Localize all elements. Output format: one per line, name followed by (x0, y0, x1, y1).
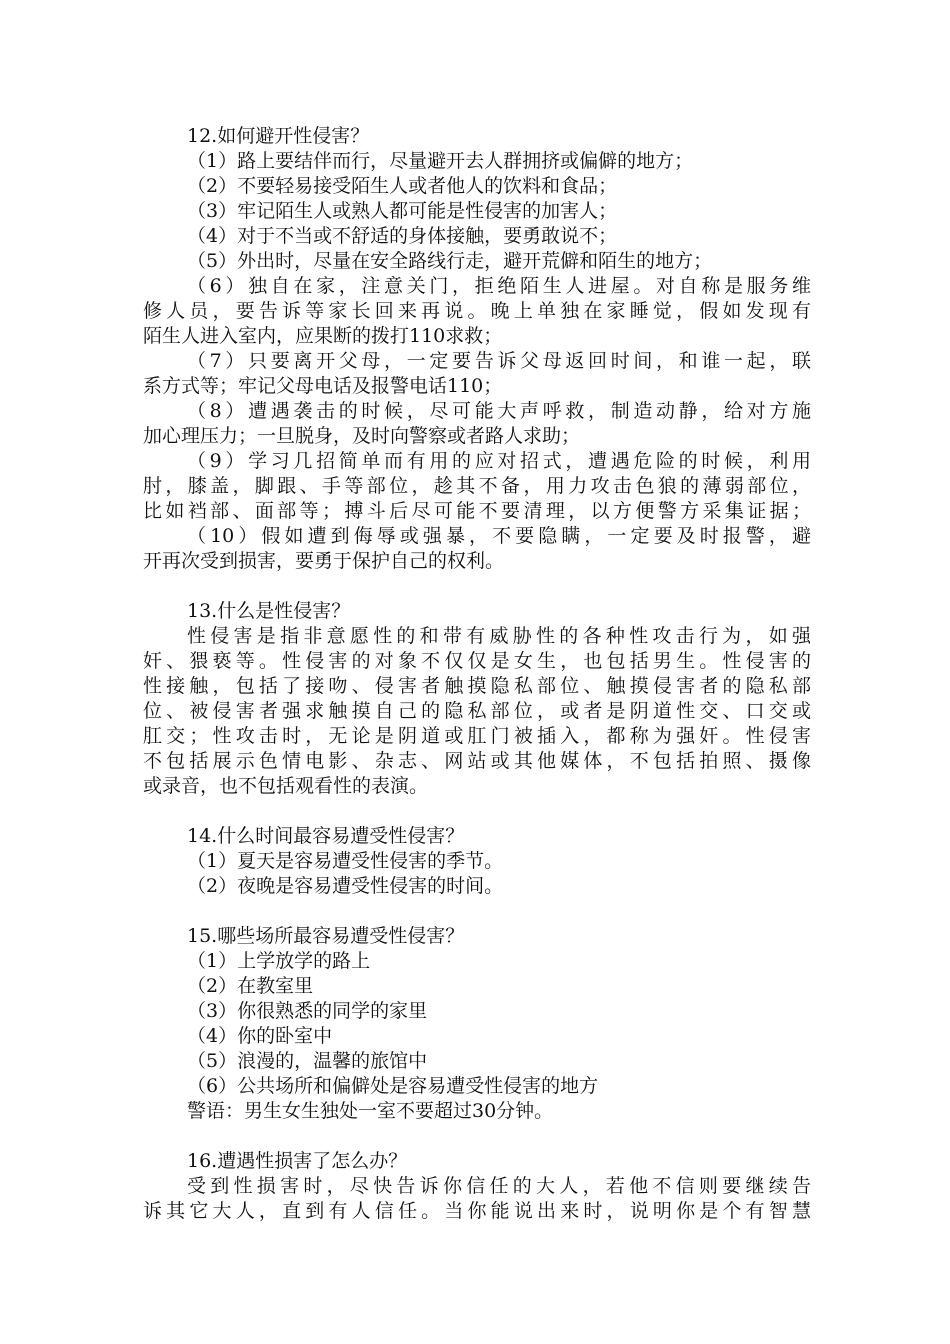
section-12-item-5: （5）外出时，尽量在安全路线行走，避开荒僻和陌生的地方； (187, 250, 713, 272)
section-12-item-10-line-2: 开再次受到损害，要勇于保护自己的权利。 (143, 550, 505, 572)
section-13-line-3: 性接触，包括了接吻、侵害者触摸隐私部位、触摸侵害者的隐私部 (143, 675, 811, 697)
section-14-item-1: （1）夏天是容易遭受性侵害的季节。 (187, 850, 504, 872)
section-12-title: 12.如何避开性侵害？ (187, 125, 370, 147)
section-13-line-6: 不包括展示色情电影、杂志、网站或其他媒体，不包括拍照、摄像 (143, 750, 811, 772)
section-12-item-7-line-2: 系方式等；牢记父母电话及报警电话110； (143, 375, 503, 397)
section-12-item-4: （4）对于不当或不舒适的身体接触，要勇敢说不； (187, 225, 618, 247)
section-12-item-10-line-1: （10）假如遭到侮辱或强暴，不要隐瞒，一定要及时报警，避 (187, 525, 811, 547)
section-12-item-8-line-2: 加心理压力；一旦脱身，及时向警察或者路人求助； (143, 425, 581, 447)
section-14-title: 14.什么时间最容易遭受性侵害？ (187, 825, 465, 847)
section-15-item-2: （2）在教室里 (187, 975, 314, 997)
section-12-item-9-line-1: （9）学习几招简单而有用的应对招式，遭遇危险的时候，利用 (187, 450, 811, 472)
section-15-item-5: （5）浪漫的，温馨的旅馆中 (187, 1050, 428, 1072)
section-12-item-2: （2）不要轻易接受陌生人或者他人的饮料和食品； (187, 175, 618, 197)
section-15-warning: 警语：男生女生独处一室不要超过30分钟。 (187, 1100, 554, 1122)
document-body (143, 124, 811, 1224)
section-15-item-4: （4）你的卧室中 (187, 1025, 333, 1047)
section-spacer (143, 799, 811, 824)
section-12-item-6-line-2: 修人员，要告诉等家长回来再说。晚上单独在家睡觉，假如发现有 (143, 300, 811, 322)
section-16-title: 16.遭遇性损害了怎么办？ (187, 1150, 408, 1172)
section-16-line-2: 诉其它大人，直到有人信任。当你能说出来时，说明你是个有智慧 (143, 1200, 811, 1222)
section-12-item-8-line-1: （8）遭遇袭击的时候，尽可能大声呼救，制造动静，给对方施 (187, 400, 811, 422)
section-13-title: 13.什么是性侵害？ (187, 600, 351, 622)
section-15-title: 15.哪些场所最容易遭受性侵害？ (187, 925, 465, 947)
section-12-item-7-line-1: （7）只要离开父母，一定要告诉父母返回时间，和谁一起，联 (187, 350, 811, 372)
section-12-item-9-line-2: 肘，膝盖，脚跟、手等部位，趁其不备，用力攻击色狼的薄弱部位， (143, 475, 811, 497)
section-14-item-2: （2）夜晚是容易遭受性侵害的时间。 (187, 875, 504, 897)
section-12-item-6-line-3: 陌生人进入室内，应果断的拨打110求救； (143, 325, 503, 347)
section-12-item-3: （3）牢记陌生人或熟人都可能是性侵害的加害人； (187, 200, 618, 222)
section-13-line-5: 肛交；性攻击时，无论是阴道或肛门被插入，都称为强奸。性侵害 (143, 725, 811, 747)
section-15-item-6: （6）公共场所和偏僻处是容易遭受性侵害的地方 (187, 1075, 599, 1097)
section-spacer (143, 1124, 811, 1149)
section-spacer (143, 574, 811, 599)
section-13-line-7: 或录音，也不包括观看性的表演。 (143, 775, 429, 797)
section-15-item-1: （1）上学放学的路上 (187, 950, 371, 972)
section-12-item-9-line-3: 比如裆部、面部等；搏斗后尽可能不要清理，以方便警方采集证据； (143, 500, 811, 522)
section-spacer (143, 899, 811, 924)
section-16-line-1: 受到性损害时，尽快告诉你信任的大人，若他不信则要继续告 (187, 1175, 811, 1197)
section-13-line-2: 奸、猥亵等。性侵害的对象不仅仅是女生，也包括男生。性侵害的 (143, 650, 811, 672)
section-12-item-6-line-1: （6）独自在家，注意关门，拒绝陌生人进屋。对自称是服务维 (187, 275, 811, 297)
section-12-item-1: （1）路上要结伴而行，尽量避开去人群拥挤或偏僻的地方； (187, 150, 694, 172)
section-15-item-3: （3）你很熟悉的同学的家里 (187, 1000, 428, 1022)
section-13-line-1: 性侵害是指非意愿性的和带有威胁性的各种性攻击行为，如强 (187, 625, 811, 647)
section-13-line-4: 位、被侵害者强求触摸自己的隐私部位，或者是阴道性交、口交或 (143, 700, 811, 722)
